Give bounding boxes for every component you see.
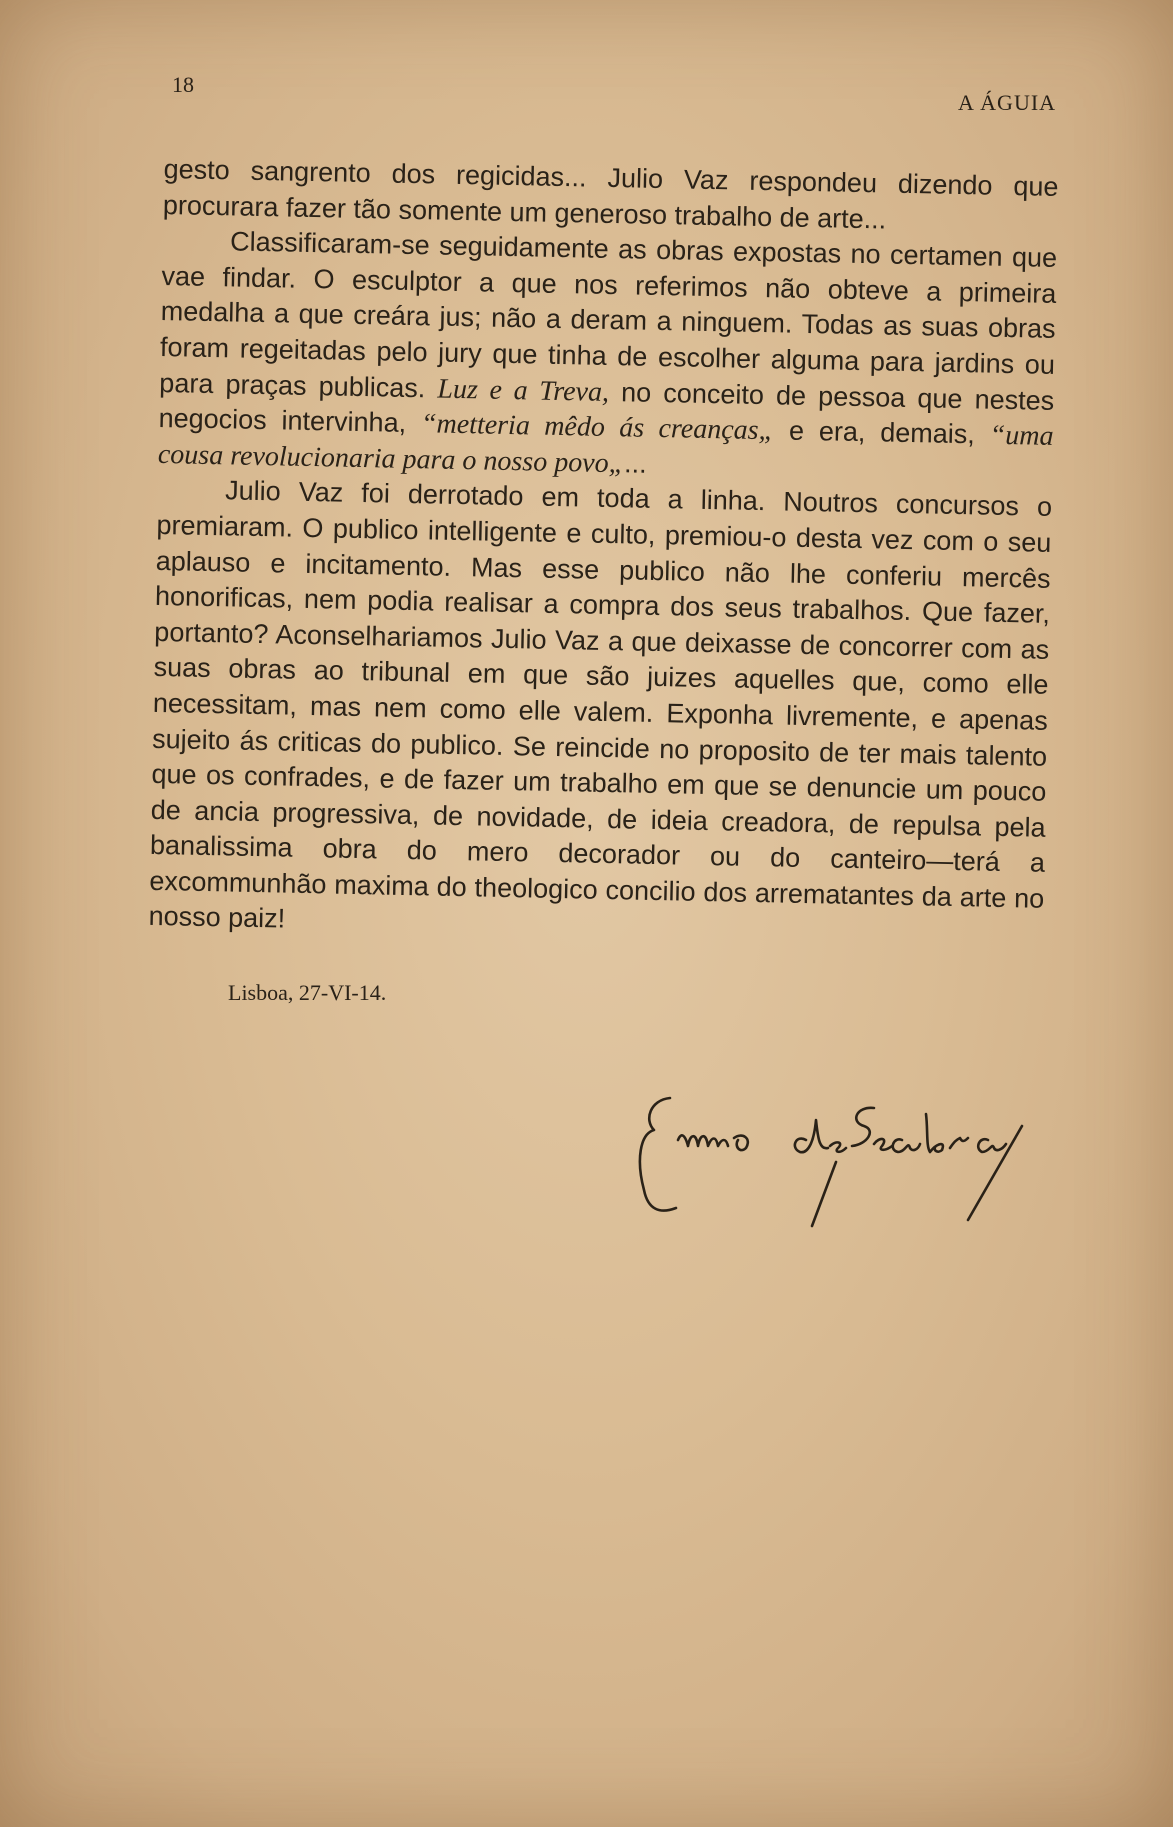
paragraph-2-text-a: Classificaram-se seguidamente as obras expostas no certamen que vae findar. O esculptor a que nos referimos não obteve a primeira medalha a que creára jus; não a deram a ninguem. Todas as suas obras foram regeitadas pelo jury que tinha de escolher alguma para jardins ou para praças publicas. [159, 226, 1058, 403]
page-number: 18 [172, 72, 194, 97]
paragraph-2-text-d: ... [623, 448, 648, 479]
dateline: Lisboa, 27-VI-14. [228, 980, 387, 1005]
article-body [148, 152, 1059, 953]
running-title: A ÁGUIA [958, 90, 1057, 115]
paragraph-2-text-b: no conceito de pessoa que nestes negocios intervinha, [158, 376, 1055, 439]
paragraph-2-text-c: e era, demais, [773, 415, 991, 450]
quote-2: “uma cousa revolucionaria para o nosso povo„ [157, 419, 1054, 480]
paragraph-2 [158, 223, 1058, 490]
paragraph-1: gesto sangrento dos regicidas... Julio Vaz respondeu dizendo que procurara fazer tão somente um generoso trabalho de arte... [162, 153, 1059, 235]
quote-1: “metteria mêdo ás creanças„ [420, 408, 775, 447]
handwritten-signature [630, 1090, 1050, 1230]
artwork-title: Luz e a Treva, [437, 373, 610, 408]
paragraph-3: Julio Vaz foi derrotado em toda a linha. Noutros concursos o premiaram. O publico intelligente e culto, premiou-o desta vez com o seu aplauso e incitamento. Mas esse publico não lhe conferiu mercês honorificas, nem podia realisar a compra dos seus trabalhos. Que fazer, portanto? Aconselhariamos Julio Vaz a que deixasse de concorrer com as suas obras ao tribunal em que são juizes aquelles que, como elle necessitam, mas nem como elle valem. Exponha livremente, e apenas sujeito ás criticas do publico. Se reincide no proposito de ter mais talento que os confrades, e de fazer um trabalho em que se denuncie um pouco de ancia progressiva, de novidade, de ideia creadora, de repulsa pela banalissima obra do mero decorador ou do canteiro—terá a excommunhão maxima do theologico concilio dos arrematantes da arte no nosso paiz! [148, 475, 1053, 935]
